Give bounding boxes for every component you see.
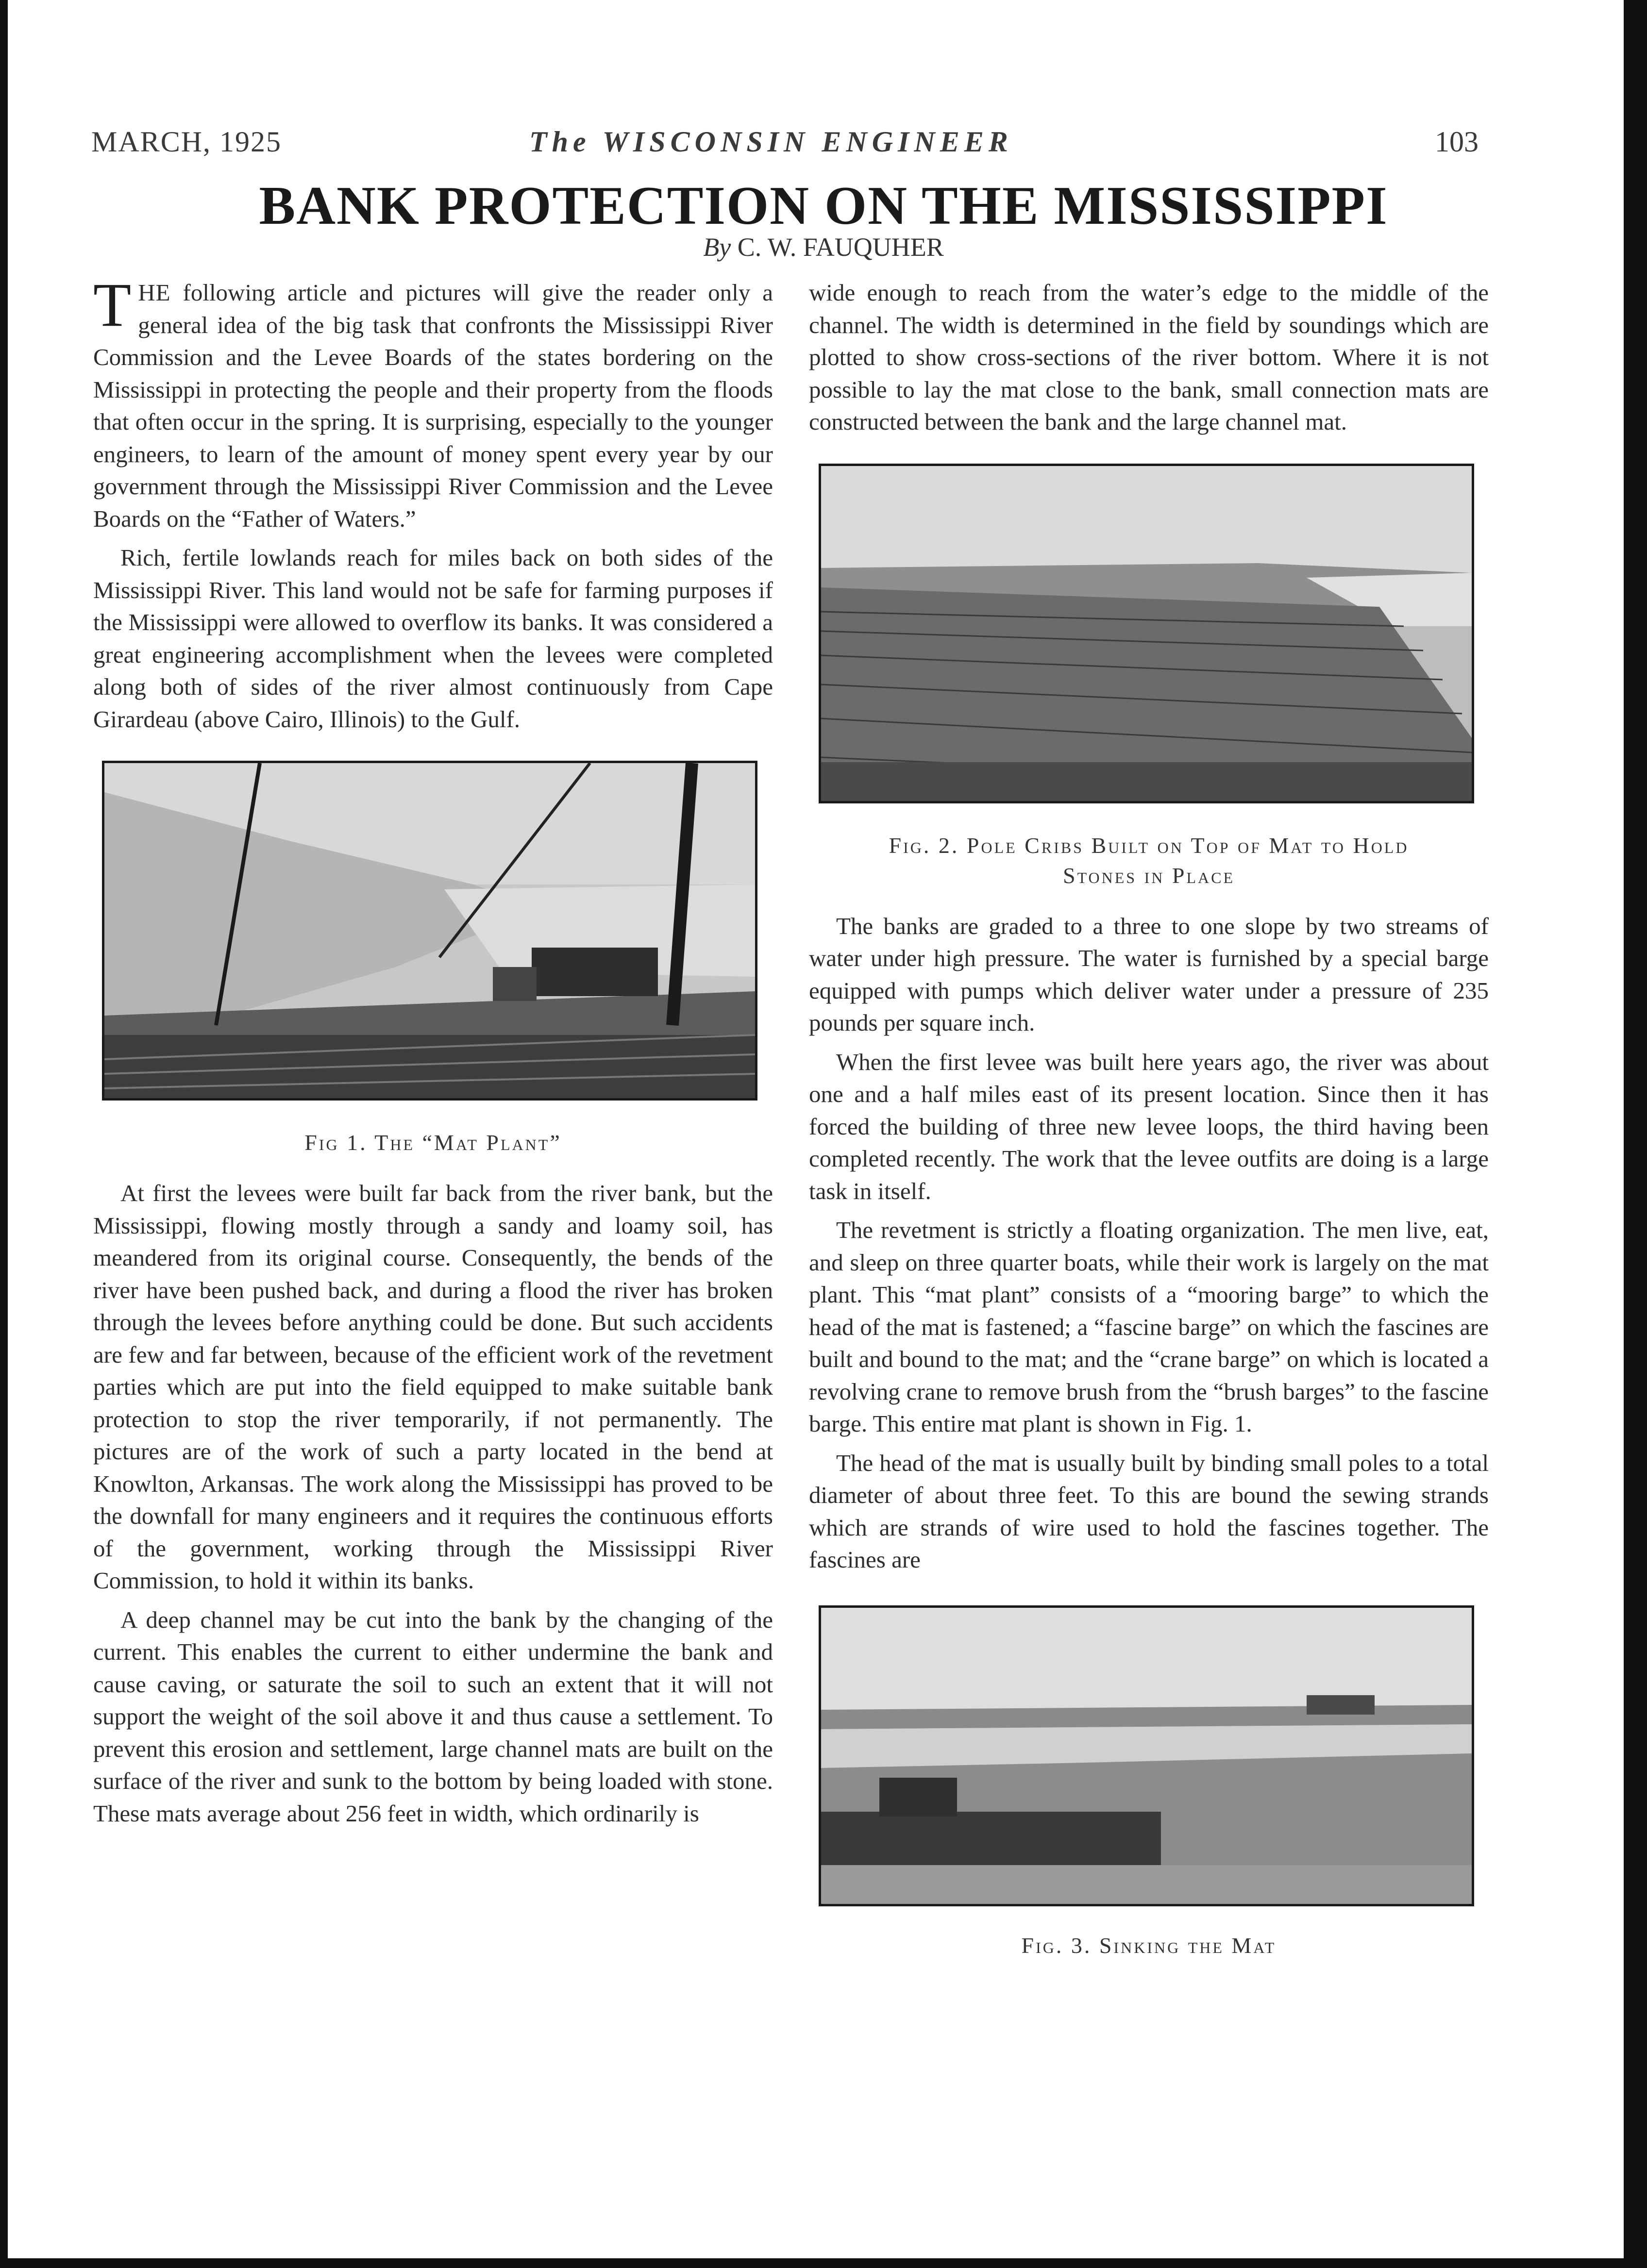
- sinking-mat-photo: [819, 1605, 1474, 1906]
- figure-1: [93, 761, 773, 1158]
- running-head-date: MARCH, 1925: [91, 126, 282, 158]
- right-column: [809, 277, 1489, 1966]
- scan-border-bottom: [0, 2258, 1647, 2268]
- left-column: [93, 270, 773, 1836]
- figure-2-caption: [809, 831, 1489, 891]
- running-head-journal: The WISCONSIN ENGINEER: [529, 126, 1013, 158]
- author-name: C. W. FAUQUHER: [737, 233, 944, 262]
- figure-3-caption: Fig. 3. Sinking the Mat: [1021, 1933, 1277, 1958]
- scan-border-right: [1624, 0, 1647, 2268]
- figure-2: [809, 464, 1489, 891]
- paragraph: The banks are graded to a three to one slope by two streams of water under high pressure. The water is furnished by a special barge equipped with pumps which deliver water under a pressure of 235 pounds per square inch.: [809, 912, 1489, 1036]
- figure-1-caption: Fig 1. The “Mat Plant”: [304, 1130, 562, 1155]
- figure-2-caption-line-2: Stones in Place: [1062, 863, 1235, 888]
- mat-plant-photo: [102, 761, 757, 1101]
- paragraph: [93, 270, 773, 535]
- paragraph: At first the levees were built far back from the river bank, but the Mississippi, flowing mostly through a sandy and loamy soil, has meandered from its original course. Consequently, the bends of the river have been pushed back, and during a flood the river has broken through the levees before anything could be done. But such accidents are few and far between, because of the efficient work of the revetment parties which are put into the field equipped to make suitable bank protection to stop the river temporarily, if not permanently. The pictures are of the work of such a party located in the bend at Knowlton, Arkansas. The work along the Mississippi has proved to be the downfall for many engineers and it requires the continuous efforts of the government, working through the Mississippi River Commission, to hold it within its banks.: [93, 1180, 773, 1594]
- paragraph: wide enough to reach from the water’s edge to the middle of the channel. The width is determined in the field by soundings which are plotted to show cross-sections of the river bottom. Where it is not possible to lay the mat close to the bank, small connection mats are constructed between the bank and the large channel mat.: [809, 279, 1489, 435]
- paragraph: A deep channel may be cut into the bank by the changing of the current. This enables the current to either undermine the bank and cause caving, or saturate the soil to such an extent that it will not support the weight of the soil above it and thus cause a settlement. To prevent this erosion and settlement, large channel mats are built on the surface of the river and sunk to the bottom by being loaded with stone. These mats average about 256 feet in width, which ordinarily is: [93, 1606, 773, 1827]
- paragraph: The revetment is strictly a floating organization. The men live, eat, and sleep on three quarter boats, while their work is largely on the mat plant. This “mat plant” consists of a “mooring barge” to which the head of the mat is fastened; a “fascine barge” on which the fascines are built and bound to the mat; and the “crane barge” on which is located a revolving crane to remove brush from the “brush barges” to the fascine barge. This entire mat plant is shown in Fig. 1.: [809, 1217, 1489, 1437]
- paragraph: When the first levee was built here years ago, the river was about one and a half miles east of its present location. Since then it has forced the building of three new levee loops, the third having been completed recently. The work that the levee outfits are doing is a large task in itself.: [809, 1048, 1489, 1204]
- page-number: 103: [1435, 126, 1479, 158]
- figure-2-caption-line-1: Fig. 2. Pole Cribs Built on Top of Mat to Hold: [889, 833, 1409, 858]
- scan-border-left: [0, 0, 8, 2268]
- byline-prefix: By: [703, 233, 731, 262]
- pole-cribs-photo: [819, 464, 1474, 803]
- lead-in: HE: [138, 279, 171, 306]
- drop-cap: T: [93, 270, 132, 339]
- paragraph: Rich, fertile lowlands reach for miles back on both sides of the Mississippi River. This land would not be safe for farming purposes if the Mississippi were allowed to overflow its banks. It was considered a great engineering accomplishment when the levees were completed along both of sides of the river almost continuously from Cape Girardeau (above Cairo, Illinois) to the Gulf.: [93, 544, 773, 733]
- byline: [0, 232, 1647, 262]
- article-title: BANK PROTECTION ON THE MISSISSIPPI: [259, 176, 1388, 236]
- figure-3: [809, 1605, 1489, 1961]
- paragraph-text: following article and pictures will give the reader only a general idea of the big task that confronts the Mississippi River Commission and the Levee Boards of the states bordering on the Mississippi in protecting the people and their property from the floods that often occur in the spring. It is surprising, especially to the younger engineers, to learn of the amount of money spent every year by our government through the Mississippi River Commission and the Levee Boards on the “Father of Waters.”: [93, 279, 773, 532]
- paragraph: The head of the mat is usually built by binding small poles to a total diameter of about three feet. To this are bound the sewing strands which are strands of wire used to hold the fascines together. The fascines are: [809, 1449, 1489, 1573]
